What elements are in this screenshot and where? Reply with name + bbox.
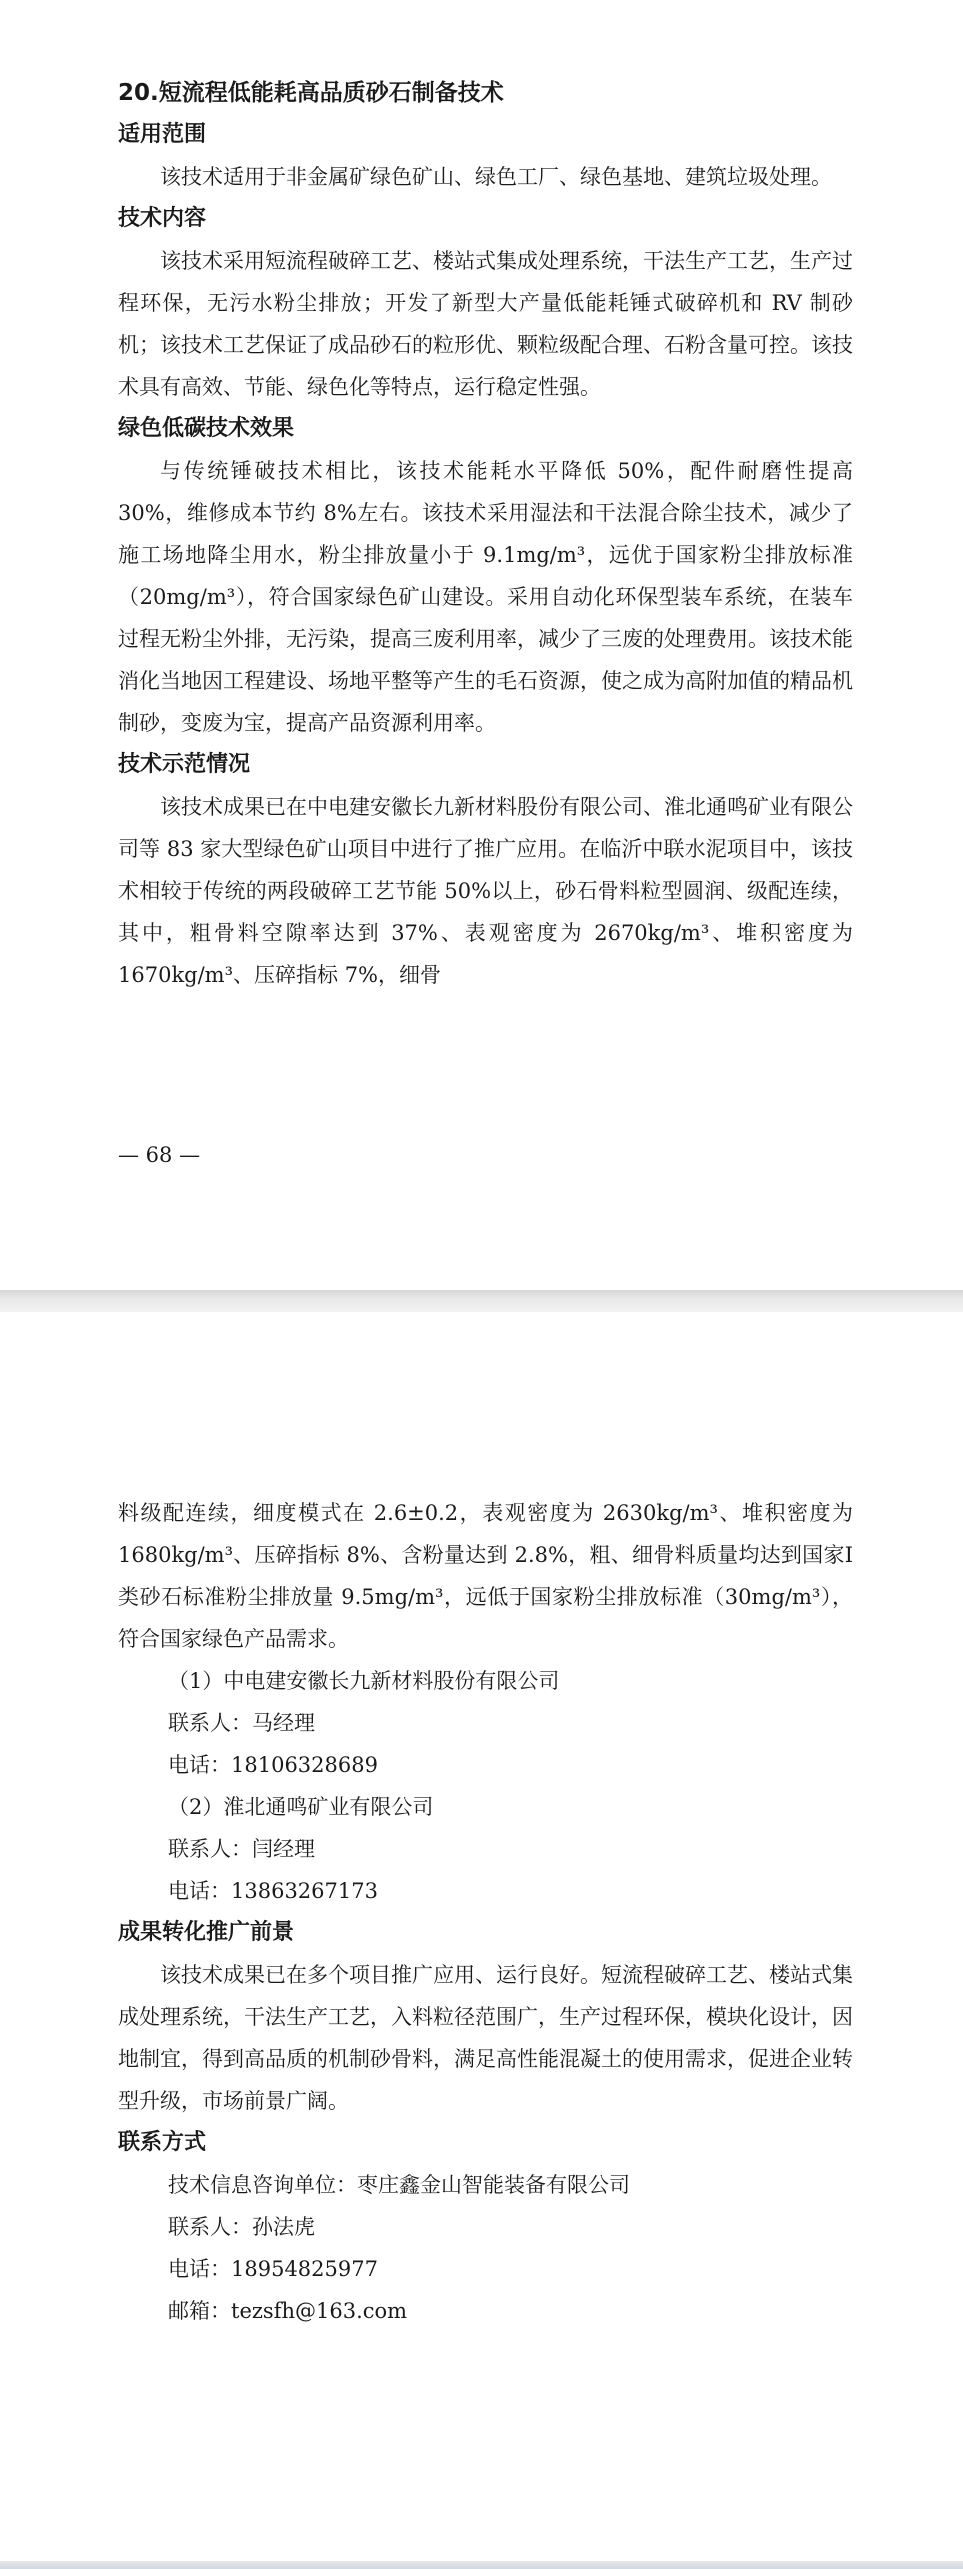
page-1-content [118,72,853,996]
viewer-bottom-edge [0,2561,963,2569]
company-2-phone: 电话：13863267173 [168,1879,378,1903]
effect-heading: 绿色低碳技术效果 [118,416,295,441]
page-separator [0,1290,963,1312]
contact-heading: 联系方式 [118,2130,207,2155]
demo-paragraph: 该技术成果已在中电建安徽长九新材料股份有限公司、淮北通鸣矿业有限公司等 83 家大型绿色矿山项目中进行了推广应用。在临沂中联水泥项目中，该技术相较于传统的两段破碎工艺节能 50%以上，砂石骨料粒型圆润、级配连续，其中，粗骨料空隙率达到 37%、表观密度为 2670kg/m³、堆积密度为 1670kg/m³、压碎指标 7%，细骨 [118,795,853,987]
content-heading: 技术内容 [118,206,207,231]
prospect-heading: 成果转化推广前景 [118,1920,295,1945]
scope-paragraph: 该技术适用于非金属矿绿色矿山、绿色工厂、绿色基地、建筑垃圾处理。 [160,165,832,189]
company-2-contact: 联系人：闫经理 [168,1837,315,1861]
effect-paragraph: 与传统锤破技术相比，该技术能耗水平降低 50%，配件耐磨性提高 30%，维修成本节约 8%左右。该技术采用湿法和干法混合除尘技术，减少了施工场地降尘用水，粉尘排放量小于 9.1mg/m³，远优于国家粉尘排放标准（20mg/m³），符合国家绿色矿山建设。采用自动化环保型装车系统，在装车过程无粉尘外排，无污染，提高三废利用率，减少了三废的处理费用。该技术能消化当地因工程建设、场地平整等产生的毛石资源，使之成为高附加值的精品机制砂，变废为宝，提高产品资源利用率。 [118,459,853,735]
page-2-content [118,1492,853,2332]
demo-heading: 技术示范情况 [118,752,251,777]
consulting-unit: 技术信息咨询单位：枣庄鑫金山智能装备有限公司 [168,2173,630,2197]
company-1-contact: 联系人：马经理 [168,1711,315,1735]
company-1-phone: 电话：18106328689 [168,1753,378,1777]
document-page-2 [0,1312,963,2569]
contact-phone: 电话：18954825977 [168,2257,378,2281]
prospect-paragraph: 该技术成果已在多个项目推广应用、运行良好。短流程破碎工艺、楼站式集成处理系统，干法生产工艺，入料粒径范围广，生产过程环保，模块化设计，因地制宜，得到高品质的机制砂骨料，满足高性能混凝土的使用需求，促进企业转型升级，市场前景广阔。 [118,1963,853,2113]
page-number: — 68 — [118,1143,201,1167]
contact-person: 联系人：孙法虎 [168,2215,315,2239]
document-title: 20.短流程低能耗高品质砂石制备技术 [118,80,504,106]
continuation-paragraph: 料级配连续，细度模式在 2.6±0.2，表观密度为 2630kg/m³、堆积密度为 1680kg/m³、压碎指标 8%、含粉量达到 2.8%，粗、细骨料质量均达到国家Ⅰ类砂石标准粉尘排放量 9.5mg/m³，远低于国家粉尘排放标准（30mg/m³），符合国家绿色产品需求。 [118,1501,853,1651]
company-2-name: （2）淮北通鸣矿业有限公司 [168,1795,434,1819]
content-paragraph: 该技术采用短流程破碎工艺、楼站式集成处理系统，干法生产工艺，生产过程环保，无污水粉尘排放；开发了新型大产量低能耗锤式破碎机和 RV 制砂机；该技术工艺保证了成品砂石的粒形优、颗粒级配合理、石粉含量可控。该技术具有高效、节能、绿色化等特点，运行稳定性强。 [118,249,853,399]
contact-email: 邮箱：tezsfh@163.com [168,2299,408,2323]
company-1-name: （1）中电建安徽长九新材料股份有限公司 [168,1669,560,1693]
scope-heading: 适用范围 [118,122,207,147]
